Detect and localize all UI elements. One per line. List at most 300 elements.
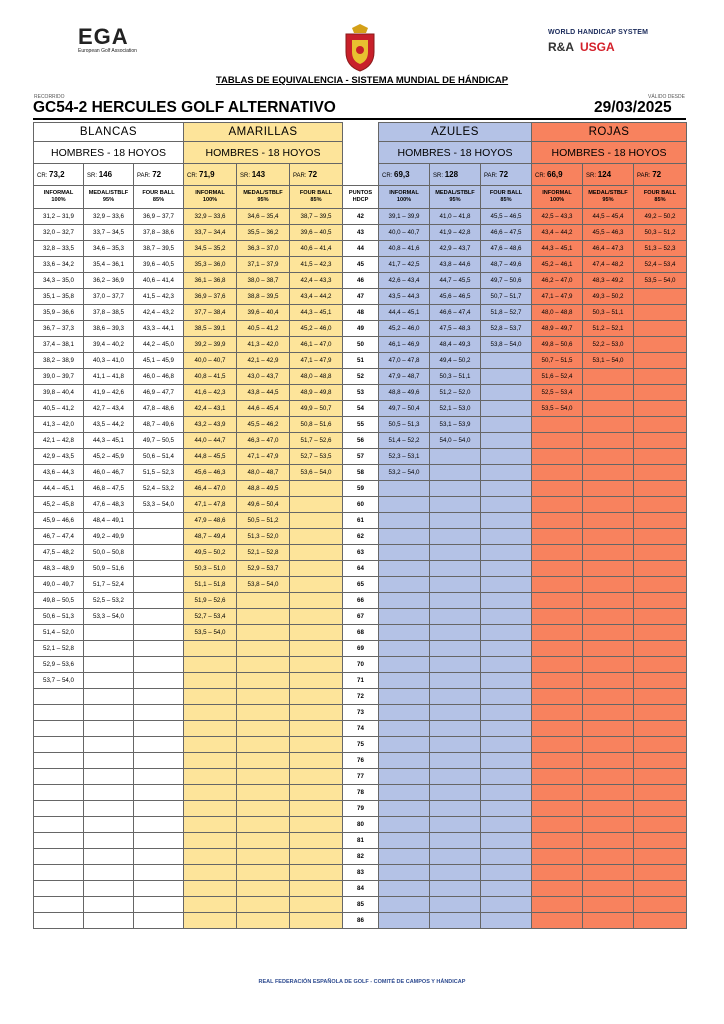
range-cell-rojas [634, 689, 687, 705]
range-cell-blancas: 44,4 – 45,1 [34, 481, 84, 497]
col-header-line1: INFORMAL [389, 190, 419, 196]
table-row [34, 849, 687, 865]
range-cell-rojas [634, 337, 687, 353]
table-row [34, 881, 687, 897]
col-header-line2: 85% [654, 197, 666, 203]
range-cell-blancas [134, 913, 184, 929]
table-row [34, 769, 687, 785]
puntos-value: 43 [343, 225, 379, 241]
range-cell-blancas: 39,0 – 39,7 [34, 369, 84, 385]
cr-value: 66,9 [547, 170, 563, 179]
range-cell-azules [379, 721, 430, 737]
range-cell-azules: 44,7 – 45,5 [430, 273, 481, 289]
range-cell-azules: 45,5 – 46,5 [481, 209, 532, 225]
range-cell-rojas: 52,5 – 53,4 [532, 385, 583, 401]
range-cell-rojas [634, 433, 687, 449]
range-cell-rojas: 49,8 – 50,6 [532, 337, 583, 353]
range-cell-rojas [532, 513, 583, 529]
range-cell-blancas: 53,3 – 54,0 [134, 497, 184, 513]
puntos-value: 61 [343, 513, 379, 529]
range-cell-rojas: 47,4 – 48,2 [583, 257, 634, 273]
range-cell-amarillas: 53,5 – 54,0 [184, 625, 237, 641]
range-cell-azules: 40,8 – 41,6 [379, 241, 430, 257]
tee-name-rojas: ROJAS [532, 123, 687, 142]
range-cell-rojas: 43,4 – 44,2 [532, 225, 583, 241]
range-cell-rojas [583, 401, 634, 417]
sr-value: 143 [251, 170, 266, 179]
range-cell-rojas [583, 385, 634, 401]
range-cell-rojas [532, 689, 583, 705]
puntos-value: 79 [343, 801, 379, 817]
range-cell-rojas [634, 785, 687, 801]
col-header-line1: FOUR BALL [643, 190, 677, 196]
range-cell-rojas [634, 529, 687, 545]
range-cell-blancas [134, 737, 184, 753]
puntos-value: 78 [343, 785, 379, 801]
range-cell-blancas [84, 785, 134, 801]
range-cell-rojas [583, 913, 634, 929]
range-cell-blancas [134, 705, 184, 721]
range-cell-amarillas: 47,9 – 48,6 [184, 513, 237, 529]
range-cell-rojas [634, 865, 687, 881]
range-cell-rojas: 49,2 – 50,2 [634, 209, 687, 225]
range-cell-rojas [634, 705, 687, 721]
range-cell-blancas [134, 641, 184, 657]
range-cell-rojas [532, 609, 583, 625]
cr-cell-rojas [532, 164, 583, 186]
range-cell-azules [430, 705, 481, 721]
range-cell-blancas [34, 689, 84, 705]
range-cell-azules [379, 689, 430, 705]
range-cell-azules: 52,3 – 53,1 [379, 449, 430, 465]
range-cell-blancas: 51,5 – 52,3 [134, 465, 184, 481]
range-cell-blancas: 38,7 – 39,5 [134, 241, 184, 257]
range-cell-azules [430, 641, 481, 657]
range-cell-rojas [583, 545, 634, 561]
range-cell-rojas [634, 897, 687, 913]
ra-usga-logo [548, 40, 663, 54]
puntos-value: 62 [343, 529, 379, 545]
range-cell-azules: 46,6 – 47,4 [430, 305, 481, 321]
range-cell-amarillas: 49,6 – 50,4 [237, 497, 290, 513]
range-cell-blancas [134, 625, 184, 641]
puntos-value: 74 [343, 721, 379, 737]
range-cell-azules: 49,4 – 50,2 [430, 353, 481, 369]
range-cell-azules [430, 673, 481, 689]
range-cell-blancas [134, 881, 184, 897]
range-cell-blancas: 37,4 – 38,1 [34, 337, 84, 353]
range-cell-amarillas: 52,7 – 53,5 [290, 449, 343, 465]
range-cell-azules [430, 561, 481, 577]
range-cell-blancas [84, 897, 134, 913]
range-cell-azules [379, 801, 430, 817]
range-cell-azules [430, 529, 481, 545]
range-cell-blancas: 47,6 – 48,3 [84, 497, 134, 513]
range-cell-amarillas: 44,3 – 45,1 [290, 305, 343, 321]
range-cell-rojas [634, 449, 687, 465]
range-cell-amarillas: 34,6 – 35,4 [237, 209, 290, 225]
recorrido-label: RECORRIDO [34, 94, 65, 100]
range-cell-blancas [84, 673, 134, 689]
range-cell-blancas [134, 657, 184, 673]
cr-label: CR: [187, 173, 198, 179]
tee-name-blancas: BLANCAS [34, 123, 184, 142]
table-row [34, 465, 687, 481]
table-row [34, 241, 687, 257]
range-cell-blancas: 48,3 – 48,9 [34, 561, 84, 577]
range-cell-blancas: 51,7 – 52,4 [84, 577, 134, 593]
range-cell-blancas [84, 705, 134, 721]
cr-value: 73,2 [49, 170, 65, 179]
range-cell-blancas [134, 577, 184, 593]
range-cell-amarillas [237, 721, 290, 737]
range-cell-amarillas: 44,8 – 45,5 [184, 449, 237, 465]
range-cell-rojas [634, 305, 687, 321]
ega-logo [78, 26, 148, 60]
puntos-value: 42 [343, 209, 379, 225]
range-cell-rojas [634, 497, 687, 513]
puntos-value: 47 [343, 289, 379, 305]
table-row [34, 625, 687, 641]
range-cell-amarillas [290, 673, 343, 689]
range-cell-azules: 49,7 – 50,6 [481, 273, 532, 289]
puntos-value: 44 [343, 241, 379, 257]
range-cell-rojas [583, 705, 634, 721]
range-cell-amarillas [237, 785, 290, 801]
page-footer: REAL FEDERACIÓN ESPAÑOLA DE GOLF - COMITÉ DE CAMPOS Y HÁNDICAP [258, 979, 466, 985]
range-cell-azules [430, 737, 481, 753]
range-cell-blancas [134, 897, 184, 913]
puntos-value: 66 [343, 593, 379, 609]
range-cell-amarillas [237, 705, 290, 721]
range-cell-amarillas [290, 913, 343, 929]
range-cell-azules [481, 561, 532, 577]
range-cell-azules [379, 545, 430, 561]
range-cell-rojas: 45,5 – 46,3 [583, 225, 634, 241]
range-cell-amarillas [290, 593, 343, 609]
range-cell-blancas: 33,6 – 34,2 [34, 257, 84, 273]
range-cell-rojas: 50,3 – 51,2 [634, 225, 687, 241]
range-cell-amarillas: 52,9 – 53,7 [237, 561, 290, 577]
range-cell-amarillas: 45,6 – 46,3 [184, 465, 237, 481]
table-row [34, 817, 687, 833]
range-cell-azules: 43,5 – 44,3 [379, 289, 430, 305]
puntos-value: 71 [343, 673, 379, 689]
range-cell-amarillas: 39,2 – 39,9 [184, 337, 237, 353]
range-cell-blancas: 35,9 – 36,6 [34, 305, 84, 321]
range-cell-rojas [532, 529, 583, 545]
page-title: TABLAS DE EQUIVALENCIA - SISTEMA MUNDIAL DE HÁNDICAP [215, 75, 509, 86]
range-cell-amarillas [237, 913, 290, 929]
range-cell-azules: 51,4 – 52,2 [379, 433, 430, 449]
range-cell-blancas: 48,7 – 49,6 [134, 417, 184, 433]
range-cell-rojas [583, 849, 634, 865]
whs-logo [548, 29, 663, 54]
range-cell-amarillas [290, 705, 343, 721]
sr-cell-amarillas [237, 164, 290, 186]
col-header-informal-azules [379, 186, 430, 209]
col-header-informal-blancas [34, 186, 84, 209]
range-cell-blancas: 34,3 – 35,0 [34, 273, 84, 289]
table-row [34, 529, 687, 545]
range-cell-rojas [532, 801, 583, 817]
puntos-value: 64 [343, 561, 379, 577]
range-cell-rojas [532, 593, 583, 609]
range-cell-blancas [34, 769, 84, 785]
range-cell-amarillas: 45,2 – 46,0 [290, 321, 343, 337]
range-cell-azules [481, 737, 532, 753]
range-cell-azules [430, 817, 481, 833]
range-cell-azules: 50,7 – 51,7 [481, 289, 532, 305]
range-cell-amarillas: 43,8 – 44,5 [237, 385, 290, 401]
cr-cell-blancas [34, 164, 84, 186]
range-cell-rojas [583, 577, 634, 593]
col-header-line1: MEDAL/STBLF [243, 190, 283, 196]
par-value: 72 [652, 170, 662, 179]
range-cell-blancas: 46,0 – 46,8 [134, 369, 184, 385]
sr-value: 128 [444, 170, 459, 179]
range-cell-rojas [583, 609, 634, 625]
range-cell-amarillas: 48,9 – 49,8 [290, 385, 343, 401]
range-cell-azules [430, 513, 481, 529]
range-cell-amarillas: 36,1 – 36,8 [184, 273, 237, 289]
range-cell-rojas [532, 417, 583, 433]
range-cell-azules [379, 593, 430, 609]
col-header-medal-rojas [583, 186, 634, 209]
range-cell-azules: 52,1 – 53,0 [430, 401, 481, 417]
range-cell-azules: 53,1 – 53,9 [430, 417, 481, 433]
range-cell-amarillas: 40,5 – 41,2 [237, 321, 290, 337]
col-header-puntos [343, 186, 379, 209]
table-row [34, 785, 687, 801]
range-cell-rojas: 52,4 – 53,4 [634, 257, 687, 273]
range-cell-azules: 41,9 – 42,8 [430, 225, 481, 241]
range-cell-azules [481, 897, 532, 913]
range-cell-blancas: 53,3 – 54,0 [84, 609, 134, 625]
range-cell-rojas [532, 769, 583, 785]
range-cell-rojas [532, 545, 583, 561]
range-cell-azules [481, 769, 532, 785]
range-cell-azules [481, 849, 532, 865]
puntos-value: 86 [343, 913, 379, 929]
puntos-value: 84 [343, 881, 379, 897]
range-cell-azules [481, 497, 532, 513]
range-cell-amarillas [237, 657, 290, 673]
range-cell-rojas [634, 593, 687, 609]
col-header-four-ball-amarillas [290, 186, 343, 209]
range-cell-azules: 48,7 – 49,6 [481, 257, 532, 273]
table-row [34, 481, 687, 497]
title-divider [33, 118, 686, 120]
range-cell-rojas [532, 833, 583, 849]
range-cell-azules [481, 513, 532, 529]
range-cell-amarillas [184, 689, 237, 705]
range-cell-azules [481, 673, 532, 689]
range-cell-rojas: 50,7 – 51,5 [532, 353, 583, 369]
range-cell-blancas [134, 721, 184, 737]
table-row [34, 673, 687, 689]
range-cell-blancas: 46,7 – 47,4 [34, 529, 84, 545]
range-cell-azules [481, 433, 532, 449]
col-header-line2: 100% [396, 197, 412, 203]
sr-value: 146 [98, 170, 113, 179]
range-cell-rojas [634, 417, 687, 433]
range-cell-azules [379, 849, 430, 865]
table-row [34, 209, 687, 225]
range-cell-rojas [532, 785, 583, 801]
range-cell-blancas: 52,4 – 53,2 [134, 481, 184, 497]
range-cell-blancas [134, 769, 184, 785]
range-cell-azules [430, 785, 481, 801]
range-cell-amarillas [184, 769, 237, 785]
puntos-value: 69 [343, 641, 379, 657]
range-cell-amarillas: 44,6 – 45,4 [237, 401, 290, 417]
puntos-value: 85 [343, 897, 379, 913]
range-cell-azules [379, 641, 430, 657]
range-cell-rojas [583, 721, 634, 737]
range-cell-amarillas: 52,7 – 53,4 [184, 609, 237, 625]
table-row [34, 513, 687, 529]
range-cell-azules [430, 849, 481, 865]
range-cell-amarillas [237, 849, 290, 865]
table-row [34, 753, 687, 769]
range-cell-blancas: 41,5 – 42,3 [134, 289, 184, 305]
range-cell-amarillas [184, 913, 237, 929]
range-cell-rojas [583, 641, 634, 657]
col-header-medal-blancas [84, 186, 134, 209]
range-cell-azules [481, 721, 532, 737]
range-cell-amarillas [237, 625, 290, 641]
range-cell-blancas: 52,9 – 53,6 [34, 657, 84, 673]
col-header-line2: 95% [602, 197, 614, 203]
range-cell-amarillas: 48,7 – 49,4 [184, 529, 237, 545]
range-cell-blancas: 46,8 – 47,5 [84, 481, 134, 497]
range-cell-azules [430, 497, 481, 513]
range-cell-blancas: 37,8 – 38,6 [134, 225, 184, 241]
range-cell-blancas: 49,7 – 50,5 [134, 433, 184, 449]
range-cell-rojas [583, 897, 634, 913]
range-cell-blancas: 36,9 – 37,7 [134, 209, 184, 225]
range-cell-rojas [634, 737, 687, 753]
puntos-value: 54 [343, 401, 379, 417]
range-cell-azules [481, 865, 532, 881]
range-cell-blancas [34, 897, 84, 913]
par-value: 72 [308, 170, 318, 179]
sr-label: SR: [586, 173, 597, 179]
range-cell-rojas [634, 385, 687, 401]
puntos-value: 59 [343, 481, 379, 497]
whs-title: WORLD HANDICAP SYSTEM [548, 29, 649, 36]
range-cell-azules [481, 641, 532, 657]
range-cell-rojas [634, 609, 687, 625]
range-cell-azules [481, 689, 532, 705]
range-cell-blancas: 32,8 – 33,5 [34, 241, 84, 257]
range-cell-amarillas: 50,3 – 51,0 [184, 561, 237, 577]
table-row [34, 705, 687, 721]
range-cell-blancas [134, 513, 184, 529]
range-cell-amarillas: 33,7 – 34,4 [184, 225, 237, 241]
range-cell-rojas: 49,3 – 50,2 [583, 289, 634, 305]
range-cell-blancas: 45,2 – 45,8 [34, 497, 84, 513]
sr-label: SR: [87, 173, 98, 179]
range-cell-blancas [84, 865, 134, 881]
range-cell-amarillas [184, 865, 237, 881]
range-cell-azules: 53,8 – 54,0 [481, 337, 532, 353]
range-cell-blancas: 42,4 – 43,2 [134, 305, 184, 321]
range-cell-azules [430, 721, 481, 737]
range-cell-rojas: 51,3 – 52,3 [634, 241, 687, 257]
range-cell-azules [430, 577, 481, 593]
puntos-value: 46 [343, 273, 379, 289]
range-cell-azules [481, 385, 532, 401]
range-cell-amarillas [237, 753, 290, 769]
range-cell-blancas [34, 705, 84, 721]
par-cell-azules [481, 164, 532, 186]
range-cell-azules [430, 449, 481, 465]
table-row [34, 497, 687, 513]
table-row [34, 337, 687, 353]
range-cell-azules: 46,6 – 47,5 [481, 225, 532, 241]
range-cell-blancas [134, 801, 184, 817]
range-cell-rojas [634, 561, 687, 577]
range-cell-azules [430, 657, 481, 673]
range-cell-blancas: 35,4 – 36,1 [84, 257, 134, 273]
range-cell-rojas [634, 641, 687, 657]
range-cell-amarillas [290, 625, 343, 641]
col-header-four-ball-rojas [634, 186, 687, 209]
range-cell-rojas [532, 881, 583, 897]
range-cell-azules [481, 369, 532, 385]
range-cell-azules [430, 881, 481, 897]
range-cell-blancas [134, 593, 184, 609]
range-cell-amarillas [237, 881, 290, 897]
range-cell-amarillas [290, 609, 343, 625]
range-cell-azules [430, 465, 481, 481]
table-row [34, 449, 687, 465]
range-cell-amarillas: 37,1 – 37,9 [237, 257, 290, 273]
range-cell-rojas [583, 417, 634, 433]
range-cell-azules [430, 865, 481, 881]
range-cell-rojas [532, 449, 583, 465]
range-cell-blancas: 35,1 – 35,8 [34, 289, 84, 305]
range-cell-rojas [583, 465, 634, 481]
range-cell-azules [481, 593, 532, 609]
range-cell-blancas: 46,0 – 46,7 [84, 465, 134, 481]
puntos-value: 77 [343, 769, 379, 785]
range-cell-blancas [84, 657, 134, 673]
range-cell-amarillas [290, 721, 343, 737]
ega-logo-subtext: European Golf Association [78, 48, 137, 54]
range-cell-blancas: 43,6 – 44,3 [34, 465, 84, 481]
range-cell-amarillas [290, 833, 343, 849]
range-cell-blancas [84, 689, 134, 705]
range-cell-azules: 53,2 – 54,0 [379, 465, 430, 481]
range-cell-blancas: 49,2 – 49,9 [84, 529, 134, 545]
puntos-value: 58 [343, 465, 379, 481]
range-cell-blancas [134, 833, 184, 849]
range-cell-amarillas: 34,5 – 35,2 [184, 241, 237, 257]
cr-cell-amarillas [184, 164, 237, 186]
cr-cell-azules [379, 164, 430, 186]
col-header-line1: INFORMAL [195, 190, 225, 196]
equivalence-table [33, 122, 687, 929]
range-cell-amarillas: 48,0 – 48,7 [237, 465, 290, 481]
range-cell-amarillas: 39,6 – 40,4 [237, 305, 290, 321]
range-cell-amarillas [237, 737, 290, 753]
range-cell-rojas [583, 369, 634, 385]
range-cell-blancas: 40,6 – 41,4 [134, 273, 184, 289]
sr-cell-rojas [583, 164, 634, 186]
